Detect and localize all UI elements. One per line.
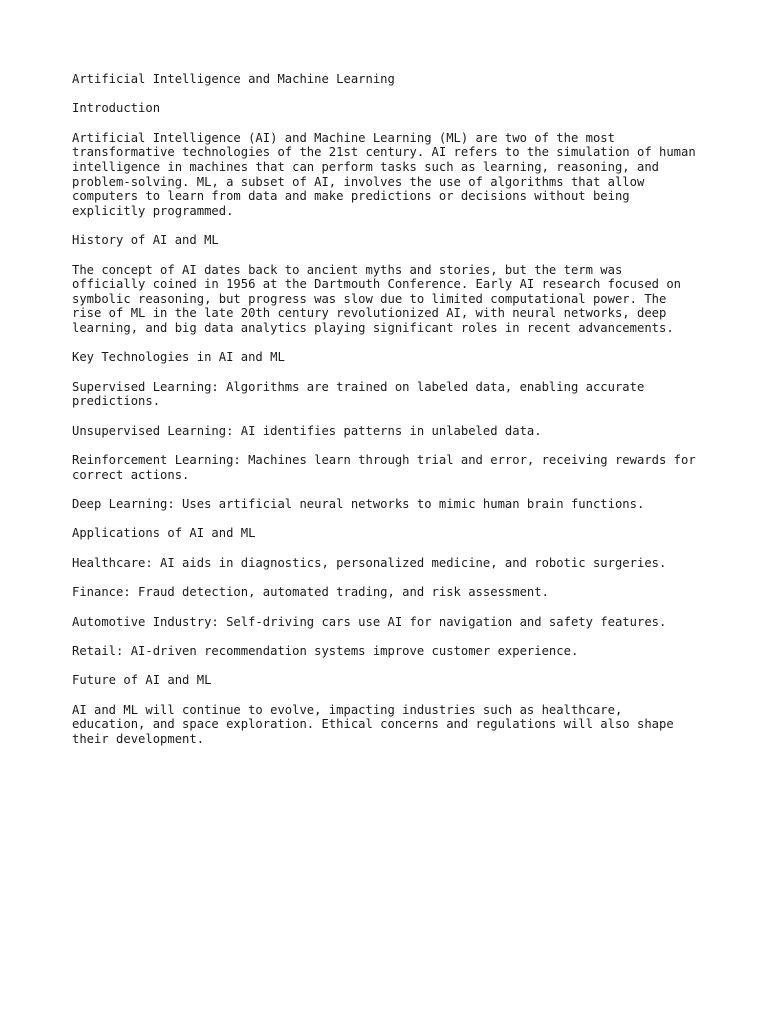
- list-item-supervised-learning: Supervised Learning: Algorithms are trained on labeled data, enabling accurate predictions.: [72, 379, 645, 409]
- document-title: Artificial Intelligence and Machine Learning: [72, 72, 395, 86]
- list-item-healthcare: Healthcare: AI aids in diagnostics, personalized medicine, and robotic surgeries.: [72, 555, 667, 570]
- paragraph-introduction: Artificial Intelligence (AI) and Machine Learning (ML) are two of the most transformative technologies of the 21st century. AI refers to the simulation of human intelligence in machines that can perform tasks such as learning, reasoning, and problem-solving. ML, a subset of AI, involves the use of algorithms that allow computers to learn from data and make predictions or decisions without being explicitly programmed.: [72, 130, 696, 218]
- paragraph-future: AI and ML will continue to evolve, impacting industries such as healthcare, education, and space exploration. Ethical concerns and regulations will also shape their development.: [72, 702, 674, 746]
- list-item-reinforcement-learning: Reinforcement Learning: Machines learn through trial and error, receiving rewards for correct actions.: [72, 453, 696, 482]
- section-heading-introduction: Introduction: [72, 101, 161, 116]
- list-item-finance: Finance: Fraud detection, automated trading, and risk assessment.: [72, 585, 549, 600]
- list-item-deep-learning: Deep Learning: Uses artificial neural networks to mimic human brain functions.: [72, 497, 645, 512]
- section-heading-applications: Applications of AI and ML: [72, 526, 256, 541]
- list-item-automotive: Automotive Industry: Self-driving cars use AI for navigation and safety features.: [72, 614, 667, 629]
- list-item-unsupervised-learning: Unsupervised Learning: AI identifies patterns in unlabeled data.: [72, 423, 542, 438]
- paragraph-history: The concept of AI dates back to ancient myths and stories, but the term was officially coined in 1956 at the Dartmouth Conference. Early AI research focused on symbolic reasoning, but progress was slow due to limited computational power. The rise of ML in the late 20th century revolutionized AI, with neural networks, deep learning, and big data analytics playing significant roles in recent advancements.: [72, 262, 682, 335]
- document-page: [72, 72, 702, 761]
- section-heading-future: Future of AI and ML: [72, 673, 212, 688]
- section-heading-key-technologies: Key Technologies in AI and ML: [72, 350, 285, 365]
- list-item-retail: Retail: AI-driven recommendation systems improve customer experience.: [72, 644, 579, 658]
- section-heading-history: History of AI and ML: [72, 233, 219, 248]
